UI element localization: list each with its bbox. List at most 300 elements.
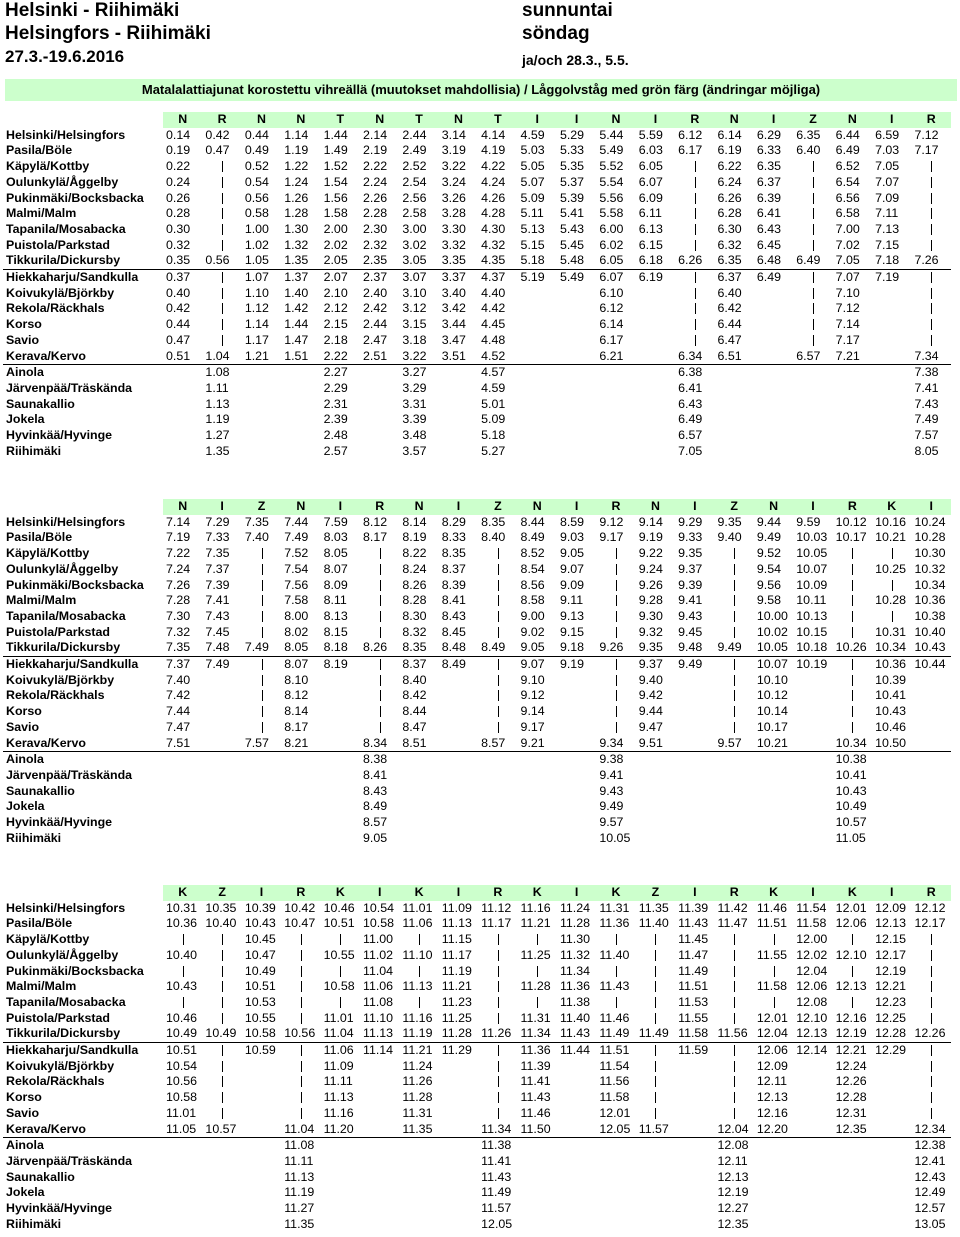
- departure-time: 8.41: [362, 767, 388, 782]
- pass-through-mark: [202, 159, 241, 175]
- departure-time: 6.56: [835, 190, 860, 205]
- departure-time: [675, 1074, 714, 1090]
- station-row: [3, 349, 951, 365]
- departure-time: 8.24: [402, 561, 427, 576]
- departure-time: 12.21: [875, 979, 907, 994]
- station-header: [3, 499, 163, 515]
- departure-time: 1.26: [284, 190, 309, 205]
- train-code: N: [596, 112, 635, 128]
- station-name: Pasila/Böle: [6, 530, 73, 545]
- pass-through-mark: [793, 159, 832, 175]
- departure-time: [754, 428, 793, 444]
- departure-time: 11.26: [402, 1074, 433, 1089]
- departure-time: 7.17: [835, 332, 860, 347]
- departure-time: [557, 1217, 596, 1233]
- pass-through-mark: [715, 546, 754, 562]
- departure-time: [242, 1138, 281, 1154]
- departure-time: 12.08: [717, 1138, 749, 1153]
- departure-time: [439, 673, 478, 689]
- departure-time: [242, 799, 281, 815]
- departure-time: 4.59: [481, 380, 506, 395]
- pass-through-mark: [360, 625, 399, 641]
- departure-time: 7.48: [202, 640, 241, 656]
- departure-time: 6.17: [599, 332, 624, 347]
- departure-time: 7.07: [875, 174, 900, 189]
- departure-time: [439, 1138, 478, 1154]
- train-code: N: [281, 112, 320, 128]
- departure-time: 9.18: [557, 640, 596, 656]
- departure-time: 10.39: [875, 672, 907, 687]
- departure-time: 6.28: [717, 206, 742, 221]
- pass-through-mark: [399, 964, 438, 980]
- departure-time: 8.40: [481, 530, 506, 545]
- departure-time: 10.17: [756, 719, 788, 734]
- departure-time: 11.10: [362, 1010, 394, 1025]
- departure-time: 7.12: [914, 127, 939, 142]
- departure-time: 11.16: [520, 900, 551, 915]
- departure-time: [793, 720, 832, 736]
- pass-through-mark: [478, 673, 517, 689]
- departure-time: 10.53: [244, 994, 276, 1009]
- pass-through-mark: [833, 625, 872, 641]
- departure-time: 11.17: [441, 947, 472, 962]
- pass-through-mark: [793, 206, 832, 222]
- pass-through-mark: [163, 995, 202, 1011]
- departure-time: [793, 1074, 832, 1090]
- departure-time: 10.47: [284, 916, 316, 931]
- departure-time: 8.19: [323, 657, 348, 672]
- departure-time: 8.29: [441, 514, 466, 529]
- pass-through-mark: [793, 191, 832, 207]
- departure-time: [833, 412, 872, 428]
- departure-time: [872, 397, 911, 413]
- departure-time: 6.22: [717, 159, 742, 174]
- departure-time: [596, 381, 635, 397]
- pass-through-mark: [715, 1059, 754, 1075]
- departure-time: [439, 381, 478, 397]
- departure-time: 9.17: [599, 530, 624, 545]
- departure-time: [321, 1170, 360, 1186]
- train-code: K: [518, 885, 557, 901]
- departure-time: 1.49: [323, 143, 348, 158]
- departure-time: 5.54: [599, 174, 624, 189]
- departure-time: 10.55: [244, 1010, 276, 1025]
- departure-time: [872, 815, 911, 831]
- train-code: Z: [478, 499, 517, 515]
- pass-through-mark: [202, 317, 241, 333]
- departure-time: [872, 444, 911, 460]
- departure-time: 8.48: [439, 640, 478, 656]
- departure-time: 9.30: [638, 608, 663, 623]
- departure-time: 7.37: [166, 657, 191, 672]
- pass-through-mark: [715, 688, 754, 704]
- pass-through-mark: [242, 657, 281, 673]
- train-code: K: [833, 885, 872, 901]
- departure-time: [439, 1170, 478, 1186]
- station-row: [3, 625, 951, 641]
- departure-time: 3.26: [441, 190, 466, 205]
- departure-time: 3.15: [402, 317, 427, 332]
- departure-time: [518, 286, 557, 302]
- departure-time: 7.07: [835, 270, 860, 285]
- departure-time: 11.46: [599, 1010, 630, 1025]
- pass-through-mark: [321, 932, 360, 948]
- departure-time: 3.30: [441, 221, 466, 236]
- departure-time: 12.57: [914, 1201, 946, 1216]
- pass-through-mark: [242, 562, 281, 578]
- timetable-block-2: [3, 499, 951, 846]
- departure-time: 10.40: [205, 916, 237, 931]
- departure-time: 0.54: [244, 174, 269, 189]
- departure-time: [478, 831, 517, 847]
- departure-time: [281, 752, 320, 768]
- train-code: I: [872, 885, 911, 901]
- departure-time: 10.28: [914, 530, 946, 545]
- departure-time: 11.47: [717, 916, 748, 931]
- departure-time: [754, 799, 793, 815]
- station-name: Oulunkylä/Åggelby: [6, 947, 119, 962]
- station-row: [3, 317, 951, 333]
- station-header: [3, 885, 163, 901]
- departure-time: 8.17: [284, 719, 309, 734]
- departure-time: [557, 317, 596, 333]
- departure-time: [439, 444, 478, 460]
- departure-time: 8.56: [520, 577, 545, 592]
- departure-time: [636, 333, 675, 349]
- departure-time: 2.44: [362, 317, 388, 332]
- pass-through-mark: [636, 1011, 675, 1027]
- departure-time: 6.35: [756, 159, 782, 174]
- station-name: Jokela: [6, 1185, 45, 1200]
- departure-time: [793, 831, 832, 847]
- departure-time: [360, 1090, 399, 1106]
- pass-through-mark: [911, 1106, 951, 1122]
- departure-time: 8.32: [402, 624, 427, 639]
- departure-time: 10.34: [872, 640, 911, 656]
- station-name: Tikkurila/Dickursby: [3, 253, 163, 269]
- departure-time: 6.52: [835, 159, 860, 174]
- departure-time: [793, 815, 832, 831]
- departure-time: [872, 286, 911, 302]
- departure-time: 11.21: [441, 979, 472, 994]
- departure-time: [518, 784, 557, 800]
- route-title-sv: Helsingfors - Riihimäki: [5, 23, 211, 44]
- train-code: I: [557, 885, 596, 901]
- departure-time: [833, 1201, 872, 1217]
- pass-through-mark: [636, 1074, 675, 1090]
- departure-time: 8.26: [402, 577, 427, 592]
- departure-time: 12.24: [835, 1058, 867, 1073]
- departure-time: 12.17: [875, 947, 907, 962]
- departure-time: 10.57: [202, 1122, 241, 1138]
- pass-through-mark: [911, 175, 951, 191]
- departure-time: [242, 1154, 281, 1170]
- departure-time: [518, 831, 557, 847]
- departure-time: 8.42: [402, 688, 427, 703]
- departure-time: 8.57: [362, 815, 388, 830]
- departure-time: [636, 831, 675, 847]
- train-code: I: [636, 112, 675, 128]
- station-row: [3, 1090, 951, 1106]
- departure-time: 12.13: [835, 979, 867, 994]
- pass-through-mark: [833, 704, 872, 720]
- departure-time: 12.26: [835, 1074, 867, 1089]
- station-name: Rekola/Räckhals: [6, 1074, 105, 1089]
- departure-time: 10.17: [835, 530, 867, 545]
- departure-time: 10.12: [835, 514, 867, 529]
- departure-time: 11.09: [323, 1058, 354, 1073]
- pass-through-mark: [911, 222, 951, 238]
- departure-time: 5.11: [520, 206, 544, 221]
- departure-time: [281, 768, 320, 784]
- departure-time: 6.15: [638, 237, 663, 252]
- departure-time: 11.13: [323, 1090, 354, 1105]
- station-name: Pasila/Böle: [6, 916, 73, 931]
- departure-time: 2.44: [402, 127, 427, 142]
- departure-time: 11.01: [402, 900, 433, 915]
- departure-time: [675, 1122, 714, 1138]
- departure-time: 11.19: [284, 1185, 315, 1200]
- pass-through-mark: [675, 286, 714, 302]
- station-name: Kerava/Kervo: [3, 736, 163, 752]
- pass-through-mark: [715, 657, 754, 673]
- station-name: Tikkurila/Dickursby: [3, 1026, 163, 1042]
- departure-time: [833, 1170, 872, 1186]
- departure-time: 11.01: [166, 1105, 197, 1120]
- departure-time: 10.13: [796, 608, 828, 623]
- departure-time: 7.49: [242, 640, 281, 656]
- departure-time: 10.54: [166, 1058, 198, 1073]
- pass-through-mark: [202, 1043, 241, 1059]
- departure-time: [557, 1090, 596, 1106]
- departure-time: 6.44: [717, 317, 742, 332]
- departure-time: 3.14: [441, 127, 466, 142]
- departure-time: 11.02: [362, 947, 394, 962]
- departure-time: 1.13: [205, 396, 230, 411]
- departure-time: [636, 397, 675, 413]
- departure-time: [360, 1138, 399, 1154]
- pass-through-mark: [715, 593, 754, 609]
- station-name: Savio: [6, 332, 40, 347]
- departure-time: [715, 412, 754, 428]
- departure-time: [163, 1201, 202, 1217]
- departure-time: 11.49: [596, 1026, 635, 1042]
- departure-time: 7.52: [284, 546, 309, 561]
- departure-time: 10.58: [362, 916, 394, 931]
- station-name: Koivukylä/Björkby: [6, 285, 115, 300]
- departure-time: 7.49: [914, 412, 939, 427]
- departure-time: 3.02: [402, 237, 427, 252]
- departure-time: [242, 1090, 281, 1106]
- departure-time: 12.01: [756, 1010, 788, 1025]
- departure-time: 3.18: [402, 332, 427, 347]
- pass-through-mark: [715, 932, 754, 948]
- departure-time: [163, 752, 202, 768]
- departure-time: [202, 784, 241, 800]
- departure-time: 2.51: [360, 349, 399, 365]
- departure-time: 6.35: [796, 127, 821, 142]
- departure-time: 11.32: [559, 947, 591, 962]
- departure-time: 9.05: [362, 830, 388, 845]
- departure-time: [557, 301, 596, 317]
- departure-time: 3.10: [402, 285, 427, 300]
- station-name: Hyvinkää/Hyvinge: [6, 1201, 113, 1216]
- pass-through-mark: [399, 995, 438, 1011]
- departure-time: 7.39: [205, 577, 230, 592]
- departure-time: 3.29: [402, 380, 427, 395]
- departure-time: 10.36: [875, 657, 907, 672]
- departure-time: [596, 1138, 635, 1154]
- departure-time: 10.46: [323, 900, 355, 915]
- pass-through-mark: [833, 995, 872, 1011]
- departure-time: [242, 1170, 281, 1186]
- departure-time: 11.49: [481, 1185, 512, 1200]
- departure-time: 11.06: [323, 1043, 354, 1058]
- station-name: Käpylä/Kottby: [6, 546, 90, 561]
- departure-time: 9.35: [717, 514, 742, 529]
- departure-time: 3.28: [441, 206, 466, 221]
- station-row: [3, 222, 951, 238]
- departure-time: 5.35: [559, 159, 585, 174]
- departure-time: 11.24: [402, 1058, 433, 1073]
- station-name: Puistola/Parkstad: [6, 1010, 110, 1025]
- pass-through-mark: [911, 1043, 951, 1059]
- station-row: [3, 1217, 951, 1233]
- departure-time: [675, 1090, 714, 1106]
- departure-time: [321, 1201, 360, 1217]
- pass-through-mark: [478, 1090, 517, 1106]
- pass-through-mark: [596, 932, 635, 948]
- pass-through-mark: [478, 593, 517, 609]
- departure-time: [518, 349, 557, 365]
- station-name: Käpylä/Kottby: [6, 932, 90, 947]
- departure-time: 8.09: [323, 577, 348, 592]
- train-code: R: [911, 885, 951, 901]
- departure-time: [636, 1170, 675, 1186]
- pass-through-mark: [202, 238, 241, 254]
- departure-time: 10.09: [796, 577, 828, 592]
- departure-time: 11.08: [362, 994, 394, 1009]
- departure-time: [715, 784, 754, 800]
- departure-time: 8.05: [323, 546, 348, 561]
- departure-time: 8.52: [520, 546, 545, 561]
- departure-time: 1.12: [244, 301, 269, 316]
- train-code: R: [833, 499, 872, 515]
- departure-time: 11.54: [796, 900, 827, 915]
- station-row: [3, 412, 951, 428]
- departure-time: 3.22: [441, 159, 466, 174]
- departure-time: 7.22: [166, 546, 191, 561]
- departure-time: 7.47: [166, 719, 191, 734]
- departure-time: 5.37: [559, 174, 585, 189]
- station-row: [3, 752, 951, 768]
- pass-through-mark: [596, 688, 635, 704]
- departure-time: 9.05: [518, 640, 557, 656]
- pass-through-mark: [793, 238, 832, 254]
- train-code: R: [202, 112, 241, 128]
- pass-through-mark: [596, 625, 635, 641]
- departure-time: 1.54: [323, 174, 348, 189]
- departure-time: 9.22: [638, 546, 663, 561]
- departure-time: 7.02: [835, 237, 860, 252]
- departure-time: 11.44: [559, 1043, 591, 1058]
- train-code: Z: [242, 499, 281, 515]
- departure-time: 0.30: [166, 221, 191, 236]
- departure-time: 5.48: [557, 253, 596, 269]
- validity-period: 27.3.-19.6.2016: [5, 47, 125, 66]
- departure-time: 0.37: [166, 270, 191, 285]
- departure-time: 7.58: [284, 593, 309, 608]
- departure-time: 10.34: [914, 577, 946, 592]
- departure-time: 11.24: [559, 900, 591, 915]
- departure-time: 7.19: [875, 270, 900, 285]
- departure-time: 10.50: [872, 736, 911, 752]
- departure-time: 4.57: [481, 365, 506, 380]
- departure-time: [872, 1138, 911, 1154]
- departure-time: 7.34: [911, 349, 951, 365]
- pass-through-mark: [715, 720, 754, 736]
- departure-time: [518, 365, 557, 381]
- departure-time: [833, 397, 872, 413]
- station-row: [3, 444, 951, 460]
- departure-time: 8.39: [441, 577, 466, 592]
- departure-time: 6.47: [717, 332, 742, 347]
- departure-time: [399, 815, 438, 831]
- departure-time: [911, 815, 951, 831]
- departure-time: 10.57: [835, 815, 867, 830]
- pass-through-mark: [202, 995, 241, 1011]
- departure-time: 8.19: [402, 530, 427, 545]
- pass-through-mark: [793, 270, 832, 286]
- departure-time: 8.49: [520, 530, 545, 545]
- departure-time: [754, 1217, 793, 1233]
- pass-through-mark: [478, 546, 517, 562]
- departure-time: 10.34: [833, 736, 872, 752]
- pass-through-mark: [715, 673, 754, 689]
- departure-time: [793, 1217, 832, 1233]
- pass-through-mark: [518, 964, 557, 980]
- pass-through-mark: [478, 1011, 517, 1027]
- departure-time: 11.51: [599, 1043, 630, 1058]
- departure-time: [163, 428, 202, 444]
- departure-time: 11.34: [518, 1026, 557, 1042]
- departure-time: 10.42: [284, 900, 316, 915]
- pass-through-mark: [715, 562, 754, 578]
- departure-time: 10.51: [323, 916, 355, 931]
- pass-through-mark: [911, 301, 951, 317]
- departure-time: [675, 768, 714, 784]
- departure-time: [321, 768, 360, 784]
- departure-time: 7.35: [244, 514, 269, 529]
- departure-time: 12.10: [835, 947, 867, 962]
- departure-time: [872, 1217, 911, 1233]
- departure-time: 12.35: [717, 1216, 749, 1231]
- departure-time: 7.11: [875, 206, 899, 221]
- pass-through-mark: [793, 333, 832, 349]
- departure-time: [518, 444, 557, 460]
- departure-time: 9.48: [675, 640, 714, 656]
- departure-time: [163, 1170, 202, 1186]
- departure-time: 0.35: [163, 253, 202, 269]
- departure-time: 11.30: [559, 932, 591, 947]
- departure-time: [242, 768, 281, 784]
- departure-time: 11.39: [678, 900, 709, 915]
- departure-time: [636, 799, 675, 815]
- departure-time: 11.58: [796, 916, 827, 931]
- departure-time: [872, 428, 911, 444]
- departure-time: 11.13: [284, 1169, 315, 1184]
- pass-through-mark: [242, 578, 281, 594]
